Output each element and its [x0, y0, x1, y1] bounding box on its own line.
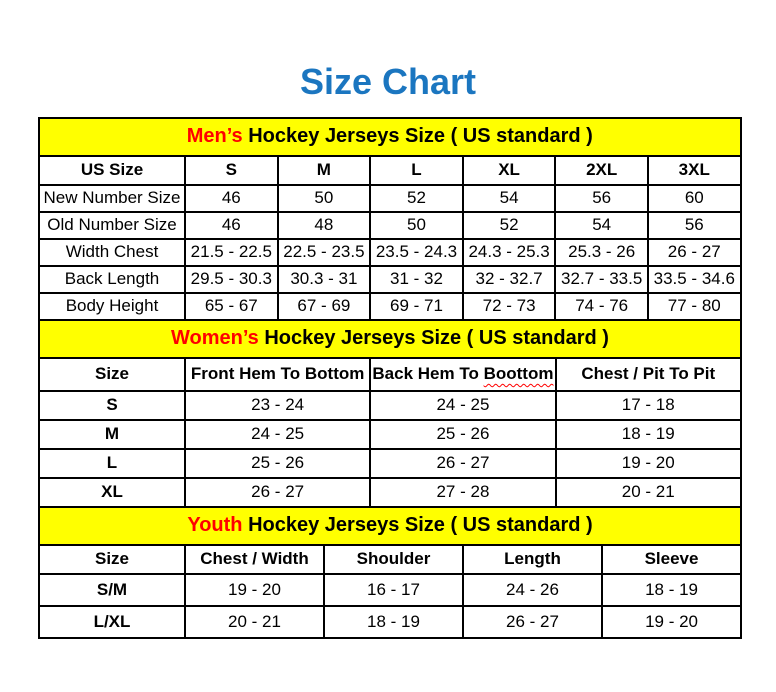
value-cell: 72 - 73 [463, 293, 556, 320]
womens-section-highlight: Women’s [170, 327, 259, 350]
value-cell: 56 [648, 212, 741, 239]
value-cell: 54 [463, 185, 556, 212]
value-cell: 24 - 26 [463, 574, 602, 606]
value-cell: 19 - 20 [556, 449, 741, 478]
value-cell: 50 [278, 185, 371, 212]
value-cell: 17 - 18 [556, 391, 741, 420]
value-cell: 24.3 - 25.3 [463, 239, 556, 266]
mens-header-row [39, 156, 741, 185]
value-cell: 16 - 17 [324, 574, 463, 606]
value-cell: 32.7 - 33.5 [555, 266, 648, 293]
row-label-cell: Width Chest [39, 239, 185, 266]
table-row [39, 212, 741, 239]
value-cell: 48 [278, 212, 371, 239]
row-label-cell: Back Length [39, 266, 185, 293]
womens-header-row [39, 358, 741, 391]
table-row [39, 449, 741, 478]
row-label-cell: L/XL [39, 606, 185, 638]
table-row [39, 574, 741, 606]
table-row [39, 293, 741, 320]
value-cell: 74 - 76 [555, 293, 648, 320]
value-cell: 32 - 32.7 [463, 266, 556, 293]
mens-size-table [38, 117, 742, 321]
value-cell: 52 [370, 185, 463, 212]
value-cell: 50 [370, 212, 463, 239]
column-header-cell: Length [463, 545, 602, 574]
value-cell: 18 - 19 [324, 606, 463, 638]
youth-section-highlight: Youth [187, 514, 243, 537]
column-header-cell: L [370, 156, 463, 185]
value-cell: 25 - 26 [370, 420, 555, 449]
row-label-cell: L [39, 449, 185, 478]
value-cell: 31 - 32 [370, 266, 463, 293]
table-row [39, 478, 741, 507]
column-header-cell: Front Hem To Bottom [185, 358, 370, 391]
value-cell: 23 - 24 [185, 391, 370, 420]
mens-section-title [39, 118, 741, 156]
column-header-cell: Sleeve [602, 545, 741, 574]
value-cell: 26 - 27 [463, 606, 602, 638]
row-label-cell: M [39, 420, 185, 449]
column-header-text: Back Hem To [372, 364, 479, 384]
column-header-cell [370, 358, 555, 391]
value-cell: 18 - 19 [556, 420, 741, 449]
table-row [39, 391, 741, 420]
value-cell: 20 - 21 [185, 606, 324, 638]
column-header-cell: M [278, 156, 371, 185]
mens-section-highlight: Men’s [186, 125, 243, 148]
value-cell: 26 - 27 [185, 478, 370, 507]
value-cell: 69 - 71 [370, 293, 463, 320]
value-cell: 20 - 21 [556, 478, 741, 507]
value-cell: 65 - 67 [185, 293, 278, 320]
row-label-cell: New Number Size [39, 185, 185, 212]
value-cell: 54 [555, 212, 648, 239]
mens-section-rest: Hockey Jerseys Size ( US standard ) [242, 125, 593, 148]
value-cell: 30.3 - 31 [278, 266, 371, 293]
value-cell: 56 [555, 185, 648, 212]
value-cell: 24 - 25 [185, 420, 370, 449]
value-cell: 19 - 20 [602, 606, 741, 638]
table-row [39, 266, 741, 293]
youth-section-title [39, 507, 741, 545]
misspelled-word: Boottom [483, 364, 554, 384]
value-cell: 29.5 - 30.3 [185, 266, 278, 293]
page-title: Size Chart [299, 61, 477, 102]
column-header-cell: S [185, 156, 278, 185]
column-header-cell: Shoulder [324, 545, 463, 574]
value-cell: 26 - 27 [370, 449, 555, 478]
column-header-cell: XL [463, 156, 556, 185]
size-chart [38, 117, 740, 639]
value-cell: 27 - 28 [370, 478, 555, 507]
value-cell: 46 [185, 212, 278, 239]
table-row [39, 606, 741, 638]
value-cell: 33.5 - 34.6 [648, 266, 741, 293]
youth-size-table [38, 506, 742, 639]
row-label-cell: Old Number Size [39, 212, 185, 239]
row-label-cell: S/M [39, 574, 185, 606]
youth-section-band [39, 507, 741, 545]
value-cell: 46 [185, 185, 278, 212]
row-label-cell: Body Height [39, 293, 185, 320]
womens-section-title [39, 320, 741, 358]
womens-section-band [39, 320, 741, 358]
value-cell: 67 - 69 [278, 293, 371, 320]
row-label-cell: XL [39, 478, 185, 507]
row-label-cell: S [39, 391, 185, 420]
value-cell: 52 [463, 212, 556, 239]
table-row [39, 239, 741, 266]
mens-section-band [39, 118, 741, 156]
youth-section-rest: Hockey Jerseys Size ( US standard ) [242, 514, 593, 537]
value-cell: 25.3 - 26 [555, 239, 648, 266]
column-header-cell: Chest / Width [185, 545, 324, 574]
table-row [39, 185, 741, 212]
value-cell: 21.5 - 22.5 [185, 239, 278, 266]
table-row [39, 420, 741, 449]
value-cell: 23.5 - 24.3 [370, 239, 463, 266]
column-header-cell: Chest / Pit To Pit [556, 358, 741, 391]
column-header-cell: 3XL [648, 156, 741, 185]
column-header-cell: US Size [39, 156, 185, 185]
value-cell: 24 - 25 [370, 391, 555, 420]
column-header-cell: Size [39, 545, 185, 574]
value-cell: 60 [648, 185, 741, 212]
value-cell: 77 - 80 [648, 293, 741, 320]
column-header-cell: 2XL [555, 156, 648, 185]
value-cell: 25 - 26 [185, 449, 370, 478]
value-cell: 22.5 - 23.5 [278, 239, 371, 266]
womens-section-rest: Hockey Jerseys Size ( US standard ) [258, 327, 609, 350]
value-cell: 18 - 19 [602, 574, 741, 606]
value-cell: 26 - 27 [648, 239, 741, 266]
youth-header-row [39, 545, 741, 574]
womens-size-table [38, 319, 742, 508]
column-header-cell: Size [39, 358, 185, 391]
value-cell: 19 - 20 [185, 574, 324, 606]
